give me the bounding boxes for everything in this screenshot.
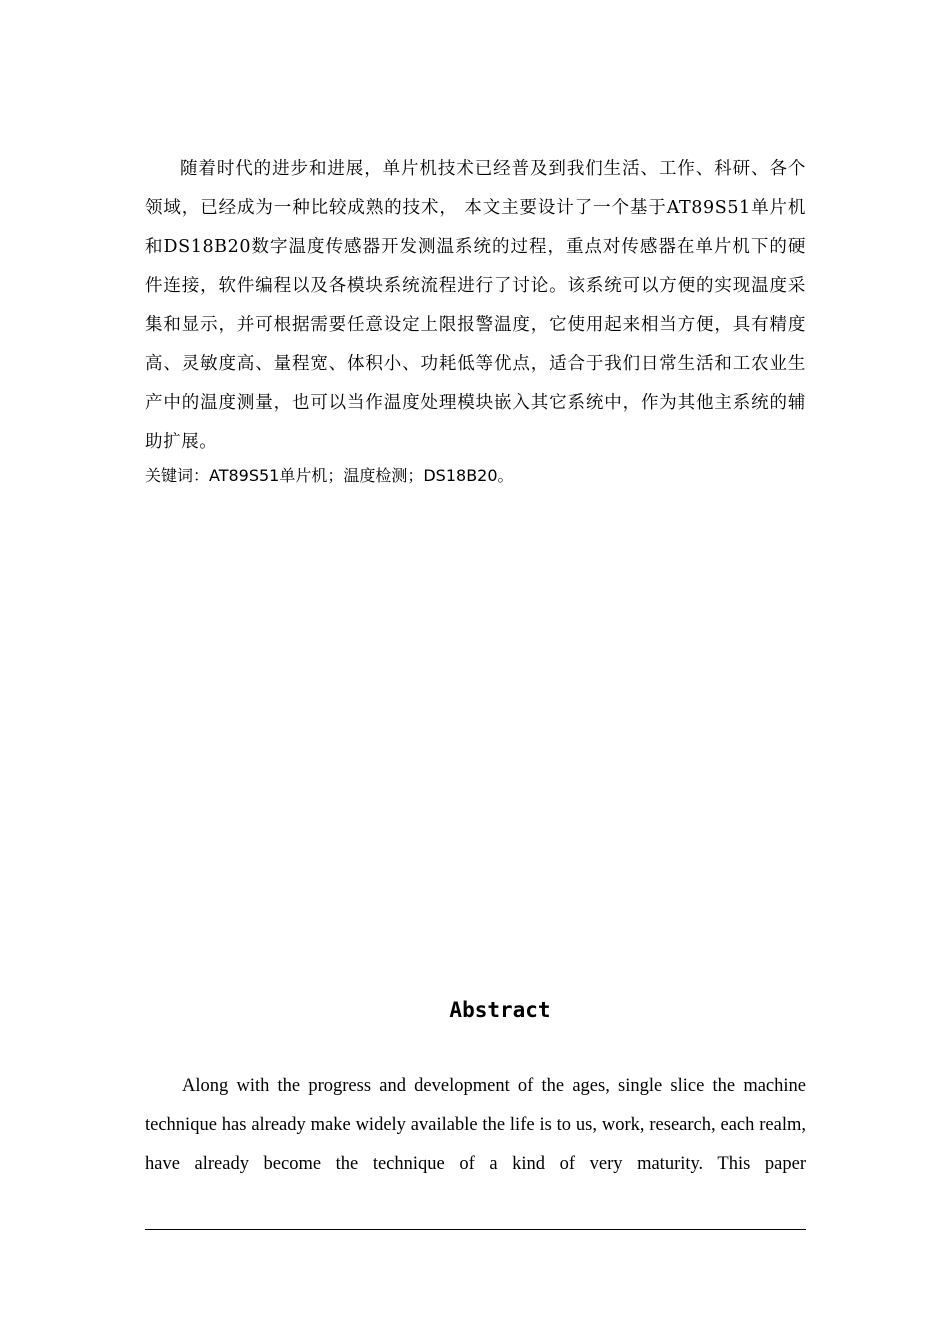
english-abstract-paragraph: Along with the progress and development of the ages, single slice the machine technique has already make widely available the life is to us, work, research, each realm, have already become the technique of a kind of very maturity. This paper <box>145 1076 806 1174</box>
chinese-keywords: 关键词：AT89S51单片机；温度检测；DS18B20。 <box>145 466 514 485</box>
footer-divider <box>145 1229 806 1230</box>
abstract-heading: Abstract <box>449 998 551 1022</box>
chinese-abstract-paragraph: 随着时代的进步和进展，单片机技术已经普及到我们生活、工作、科研、各个领域，已经成为一种比较成熟的技术， 本文主要设计了一个基于AT89S51单片机和DS18B20数字温度传感器开发测温系统的过程，重点对传感器在单片机下的硬件连接，软件编程以及各模块系统流程进行了讨论。该系统可以方便的实现温度采集和显示，并可根据需要任意设定上限报警温度，它使用起来相当方便，具有精度高、灵敏度高、量程宽、体积小、功耗低等优点，适合于我们日常生活和工农业生产中的温度测量，也可以当作温度处理模块嵌入其它系统中，作为其他主系统的辅助扩展。 <box>145 159 806 452</box>
